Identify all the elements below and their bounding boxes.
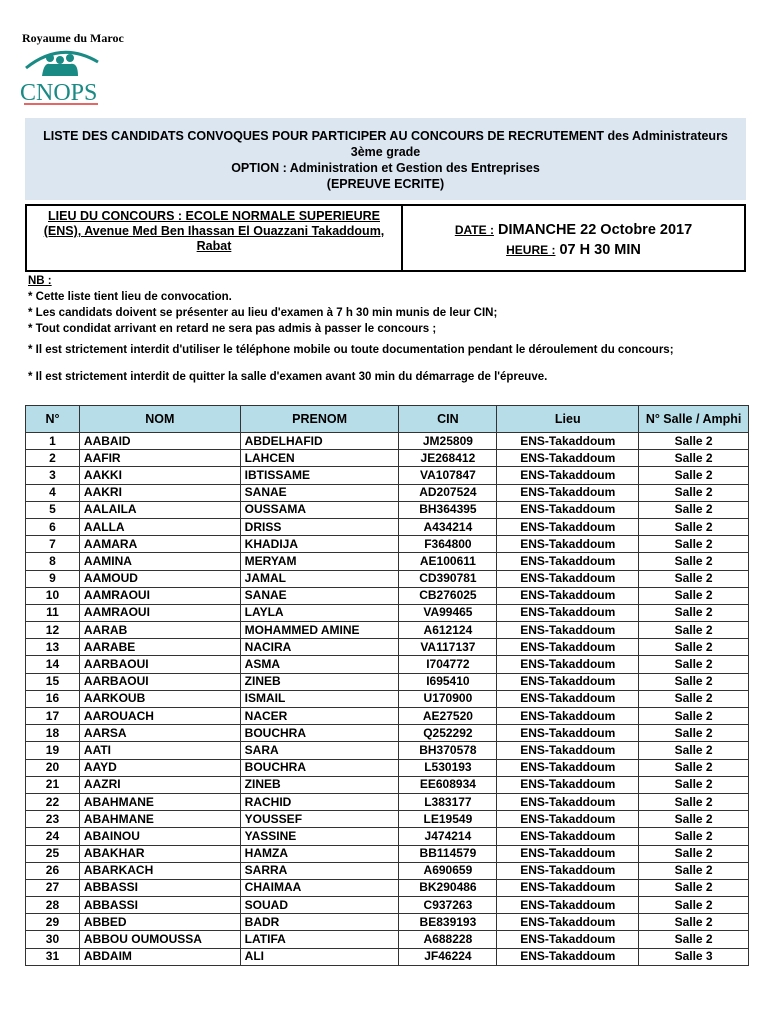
title-line: (EPREUVE ECRITE)	[326, 177, 445, 191]
cell-lieu: ENS-Takaddoum	[497, 759, 639, 776]
table-row	[26, 931, 749, 948]
cell-number: 25	[26, 845, 80, 862]
cell-lieu: ENS-Takaddoum	[497, 862, 639, 879]
cell-prenom: SANAE	[240, 587, 399, 604]
cell-prenom: BOUCHRA	[240, 725, 399, 742]
cell-cin: CD390781	[399, 570, 497, 587]
cell-lieu: ENS-Takaddoum	[497, 948, 639, 965]
cell-nom: ABBED	[79, 914, 240, 931]
cell-number: 30	[26, 931, 80, 948]
cell-nom: AARBAOUI	[79, 656, 240, 673]
cell-number: 16	[26, 690, 80, 707]
cell-nom: ABDAIM	[79, 948, 240, 965]
cell-prenom: KHADIJA	[240, 536, 399, 553]
cell-nom: AARBAOUI	[79, 673, 240, 690]
table-row	[26, 622, 749, 639]
table-row	[26, 776, 749, 793]
note-item: * Il est strictement interdit de quitter la salle d'examen avant 30 min du démarrage de l'épreuve.	[28, 371, 548, 383]
table-row	[26, 793, 749, 810]
cell-nom: ABBASSI	[79, 879, 240, 896]
cell-prenom: LATIFA	[240, 931, 399, 948]
cell-salle: Salle 2	[639, 879, 749, 896]
cell-nom: ABAHMANE	[79, 811, 240, 828]
table-row	[26, 914, 749, 931]
cell-nom: ABBASSI	[79, 897, 240, 914]
cell-salle: Salle 2	[639, 604, 749, 621]
notes-label: NB :	[28, 275, 52, 287]
cell-prenom: IBTISSAME	[240, 467, 399, 484]
cell-lieu: ENS-Takaddoum	[497, 931, 639, 948]
cell-cin: A612124	[399, 622, 497, 639]
cell-lieu: ENS-Takaddoum	[497, 793, 639, 810]
cell-lieu: ENS-Takaddoum	[497, 879, 639, 896]
cell-number: 11	[26, 604, 80, 621]
cell-salle: Salle 2	[639, 897, 749, 914]
cell-number: 14	[26, 656, 80, 673]
note-item: * Les candidats doivent se présenter au lieu d'examen à 7 h 30 min munis de leur CIN;	[28, 307, 498, 319]
cell-lieu: ENS-Takaddoum	[497, 914, 639, 931]
cell-cin: BE839193	[399, 914, 497, 931]
cell-nom: AAKRI	[79, 484, 240, 501]
cell-nom: AARABE	[79, 639, 240, 656]
cell-lieu: ENS-Takaddoum	[497, 501, 639, 518]
cell-prenom: LAHCEN	[240, 450, 399, 467]
cell-number: 17	[26, 708, 80, 725]
table-row	[26, 897, 749, 914]
table-row	[26, 518, 749, 535]
cell-cin: BH364395	[399, 501, 497, 518]
cell-cin: A434214	[399, 518, 497, 535]
cell-salle: Salle 3	[639, 948, 749, 965]
cell-prenom: SARA	[240, 742, 399, 759]
note-item: * Cette liste tient lieu de convocation.	[28, 291, 232, 303]
table-row	[26, 828, 749, 845]
cell-nom: AAYD	[79, 759, 240, 776]
cell-cin: VA107847	[399, 467, 497, 484]
cell-cin: L383177	[399, 793, 497, 810]
cell-salle: Salle 2	[639, 708, 749, 725]
cell-prenom: ZINEB	[240, 673, 399, 690]
title-line: OPTION : Administration et Gestion des Entreprises	[231, 161, 540, 175]
date-value: DIMANCHE 22 Octobre 2017	[497, 222, 693, 238]
cell-nom: ABAHMANE	[79, 793, 240, 810]
cell-lieu: ENS-Takaddoum	[497, 622, 639, 639]
cell-salle: Salle 2	[639, 759, 749, 776]
cell-number: 3	[26, 467, 80, 484]
cell-number: 4	[26, 484, 80, 501]
cell-salle: Salle 2	[639, 828, 749, 845]
cell-salle: Salle 2	[639, 725, 749, 742]
cell-lieu: ENS-Takaddoum	[497, 673, 639, 690]
cell-nom: ABAKHAR	[79, 845, 240, 862]
cell-salle: Salle 2	[639, 811, 749, 828]
table-row	[26, 450, 749, 467]
cell-lieu: ENS-Takaddoum	[497, 484, 639, 501]
cell-salle: Salle 2	[639, 518, 749, 535]
cell-cin: CB276025	[399, 587, 497, 604]
cell-cin: L530193	[399, 759, 497, 776]
cell-prenom: SOUAD	[240, 897, 399, 914]
table-row	[26, 725, 749, 742]
cell-prenom: LAYLA	[240, 604, 399, 621]
cell-salle: Salle 2	[639, 742, 749, 759]
location-line: Rabat	[196, 239, 232, 253]
cell-salle: Salle 2	[639, 622, 749, 639]
cell-nom: AATI	[79, 742, 240, 759]
table-row	[26, 759, 749, 776]
cell-lieu: ENS-Takaddoum	[497, 536, 639, 553]
date-label: DATE :	[454, 223, 494, 237]
table-row	[26, 553, 749, 570]
table-row	[26, 862, 749, 879]
cell-nom: AALAILA	[79, 501, 240, 518]
candidates-table	[25, 405, 749, 966]
table-row	[26, 845, 749, 862]
table-row	[26, 811, 749, 828]
cell-number: 6	[26, 518, 80, 535]
cell-prenom: MERYAM	[240, 553, 399, 570]
cell-cin: BH370578	[399, 742, 497, 759]
cell-number: 24	[26, 828, 80, 845]
cell-salle: Salle 2	[639, 690, 749, 707]
title-line: 3ème grade	[350, 145, 421, 159]
cell-lieu: ENS-Takaddoum	[497, 518, 639, 535]
table-row	[26, 604, 749, 621]
cell-salle: Salle 2	[639, 536, 749, 553]
cell-number: 9	[26, 570, 80, 587]
cell-lieu: ENS-Takaddoum	[497, 467, 639, 484]
table-row	[26, 484, 749, 501]
cell-nom: ABAINOU	[79, 828, 240, 845]
cell-lieu: ENS-Takaddoum	[497, 604, 639, 621]
cell-nom: ABBOU OUMOUSSA	[79, 931, 240, 948]
table-header-row	[26, 406, 749, 433]
cell-salle: Salle 2	[639, 656, 749, 673]
cell-salle: Salle 2	[639, 776, 749, 793]
cell-number: 20	[26, 759, 80, 776]
cell-number: 28	[26, 897, 80, 914]
cell-cin: AD207524	[399, 484, 497, 501]
table-row	[26, 433, 749, 450]
cell-number: 7	[26, 536, 80, 553]
cell-number: 29	[26, 914, 80, 931]
cell-number: 23	[26, 811, 80, 828]
cell-prenom: NACER	[240, 708, 399, 725]
location-line: LIEU DU CONCOURS : ECOLE NORMALE SUPERIEURE	[48, 209, 380, 223]
cell-cin: J474214	[399, 828, 497, 845]
cell-cin: I704772	[399, 656, 497, 673]
cell-cin: BB114579	[399, 845, 497, 862]
cell-prenom: SARRA	[240, 862, 399, 879]
time-label: HEURE :	[506, 243, 556, 257]
table-row	[26, 879, 749, 896]
cell-cin: AE27520	[399, 708, 497, 725]
cell-salle: Salle 2	[639, 450, 749, 467]
cell-cin: I695410	[399, 673, 497, 690]
table-row	[26, 536, 749, 553]
table-row	[26, 467, 749, 484]
cell-prenom: MOHAMMED AMINE	[240, 622, 399, 639]
cell-nom: AAMRAOUI	[79, 604, 240, 621]
cell-prenom: CHAIMAA	[240, 879, 399, 896]
cell-lieu: ENS-Takaddoum	[497, 450, 639, 467]
cell-number: 21	[26, 776, 80, 793]
cell-nom: AAMRAOUI	[79, 587, 240, 604]
cell-number: 22	[26, 793, 80, 810]
table-row	[26, 587, 749, 604]
time-value: 07 H 30 MIN	[559, 242, 641, 258]
cell-lieu: ENS-Takaddoum	[497, 708, 639, 725]
cell-lieu: ENS-Takaddoum	[497, 725, 639, 742]
cell-prenom: BOUCHRA	[240, 759, 399, 776]
cell-nom: AAMINA	[79, 553, 240, 570]
cell-nom: AAROUACH	[79, 708, 240, 725]
cell-prenom: HAMZA	[240, 845, 399, 862]
cell-number: 1	[26, 433, 80, 450]
cell-cin: LE19549	[399, 811, 497, 828]
cell-salle: Salle 2	[639, 931, 749, 948]
cell-cin: AE100611	[399, 553, 497, 570]
cell-lieu: ENS-Takaddoum	[497, 811, 639, 828]
cell-prenom: YASSINE	[240, 828, 399, 845]
cell-salle: Salle 2	[639, 793, 749, 810]
cell-salle: Salle 2	[639, 553, 749, 570]
cell-prenom: SANAE	[240, 484, 399, 501]
cell-cin: A690659	[399, 862, 497, 879]
note-item: * Il est strictement interdit d'utiliser le téléphone mobile ou toute documentation pendant le déroulement du concours;	[28, 344, 674, 356]
cell-lieu: ENS-Takaddoum	[497, 828, 639, 845]
cell-number: 15	[26, 673, 80, 690]
cell-cin: JM25809	[399, 433, 497, 450]
cell-cin: VA99465	[399, 604, 497, 621]
cell-lieu: ENS-Takaddoum	[497, 656, 639, 673]
cell-salle: Salle 2	[639, 639, 749, 656]
cell-cin: JE268412	[399, 450, 497, 467]
cell-cin: Q252292	[399, 725, 497, 742]
cell-prenom: BADR	[240, 914, 399, 931]
cell-lieu: ENS-Takaddoum	[497, 570, 639, 587]
cell-number: 27	[26, 879, 80, 896]
cell-prenom: ISMAIL	[240, 690, 399, 707]
exam-location	[27, 206, 403, 270]
cell-nom: AALLA	[79, 518, 240, 535]
table-row	[26, 673, 749, 690]
cell-lieu: ENS-Takaddoum	[497, 845, 639, 862]
note-item: * Tout condidat arrivant en retard ne sera pas admis à passer le concours ;	[28, 323, 437, 335]
cell-number: 13	[26, 639, 80, 656]
cell-salle: Salle 2	[639, 845, 749, 862]
cell-salle: Salle 2	[639, 587, 749, 604]
cell-cin: C937263	[399, 897, 497, 914]
cell-prenom: JAMAL	[240, 570, 399, 587]
cell-number: 5	[26, 501, 80, 518]
table-row	[26, 570, 749, 587]
cell-prenom: NACIRA	[240, 639, 399, 656]
cell-lieu: ENS-Takaddoum	[497, 776, 639, 793]
cell-lieu: ENS-Takaddoum	[497, 742, 639, 759]
document-title	[25, 118, 746, 200]
table-row	[26, 501, 749, 518]
cell-number: 19	[26, 742, 80, 759]
header-cin: CIN	[399, 406, 497, 433]
cell-salle: Salle 2	[639, 433, 749, 450]
header-nom: NOM	[79, 406, 240, 433]
cell-salle: Salle 2	[639, 484, 749, 501]
cell-nom: AAMOUD	[79, 570, 240, 587]
cell-cin: U170900	[399, 690, 497, 707]
cell-nom: AAMARA	[79, 536, 240, 553]
exam-datetime	[403, 206, 744, 270]
cell-number: 18	[26, 725, 80, 742]
cell-prenom: ZINEB	[240, 776, 399, 793]
cell-nom: AAKKI	[79, 467, 240, 484]
cell-salle: Salle 2	[639, 862, 749, 879]
cell-nom: ABARKACH	[79, 862, 240, 879]
cell-cin: EE608934	[399, 776, 497, 793]
title-line: LISTE DES CANDIDATS CONVOQUES POUR PARTICIPER AU CONCOURS DE RECRUTEMENT des Administrateurs	[43, 129, 728, 143]
cell-salle: Salle 2	[639, 570, 749, 587]
cell-prenom: ASMA	[240, 656, 399, 673]
table-row	[26, 656, 749, 673]
cell-lieu: ENS-Takaddoum	[497, 553, 639, 570]
cell-salle: Salle 2	[639, 501, 749, 518]
cell-lieu: ENS-Takaddoum	[497, 897, 639, 914]
location-line: (ENS), Avenue Med Ben Ihassan El Ouazzani Takaddoum,	[43, 224, 385, 238]
cell-number: 26	[26, 862, 80, 879]
cell-cin: F364800	[399, 536, 497, 553]
cell-number: 10	[26, 587, 80, 604]
cnops-logo	[18, 42, 104, 106]
cell-prenom: RACHID	[240, 793, 399, 810]
cell-prenom: YOUSSEF	[240, 811, 399, 828]
table-row	[26, 742, 749, 759]
cell-cin: A688228	[399, 931, 497, 948]
cell-nom: AARAB	[79, 622, 240, 639]
cell-salle: Salle 2	[639, 914, 749, 931]
cell-prenom: ALI	[240, 948, 399, 965]
cell-number: 2	[26, 450, 80, 467]
cell-nom: AAZRI	[79, 776, 240, 793]
cell-cin: VA117137	[399, 639, 497, 656]
table-row	[26, 708, 749, 725]
notes	[28, 273, 674, 385]
cell-nom: AABAID	[79, 433, 240, 450]
cell-prenom: ABDELHAFID	[240, 433, 399, 450]
cell-lieu: ENS-Takaddoum	[497, 690, 639, 707]
cell-salle: Salle 2	[639, 467, 749, 484]
cell-lieu: ENS-Takaddoum	[497, 433, 639, 450]
cell-nom: AARKOUB	[79, 690, 240, 707]
header-lieu: Lieu	[497, 406, 639, 433]
cell-prenom: DRISS	[240, 518, 399, 535]
table-row	[26, 948, 749, 965]
cell-number: 8	[26, 553, 80, 570]
exam-info-box	[25, 204, 746, 272]
table-row	[26, 690, 749, 707]
svg-text:CNOPS: CNOPS	[20, 80, 98, 106]
header-number: N°	[26, 406, 80, 433]
header-prenom: PRENOM	[240, 406, 399, 433]
cell-cin: BK290486	[399, 879, 497, 896]
cell-lieu: ENS-Takaddoum	[497, 587, 639, 604]
country-label: Royaume du Maroc	[22, 31, 124, 45]
table-row	[26, 639, 749, 656]
cell-number: 31	[26, 948, 80, 965]
cell-salle: Salle 2	[639, 673, 749, 690]
header-salle: N° Salle / Amphi	[639, 406, 749, 433]
cell-lieu: ENS-Takaddoum	[497, 639, 639, 656]
cell-number: 12	[26, 622, 80, 639]
cell-cin: JF46224	[399, 948, 497, 965]
cell-nom: AARSA	[79, 725, 240, 742]
cell-nom: AAFIR	[79, 450, 240, 467]
cell-prenom: OUSSAMA	[240, 501, 399, 518]
